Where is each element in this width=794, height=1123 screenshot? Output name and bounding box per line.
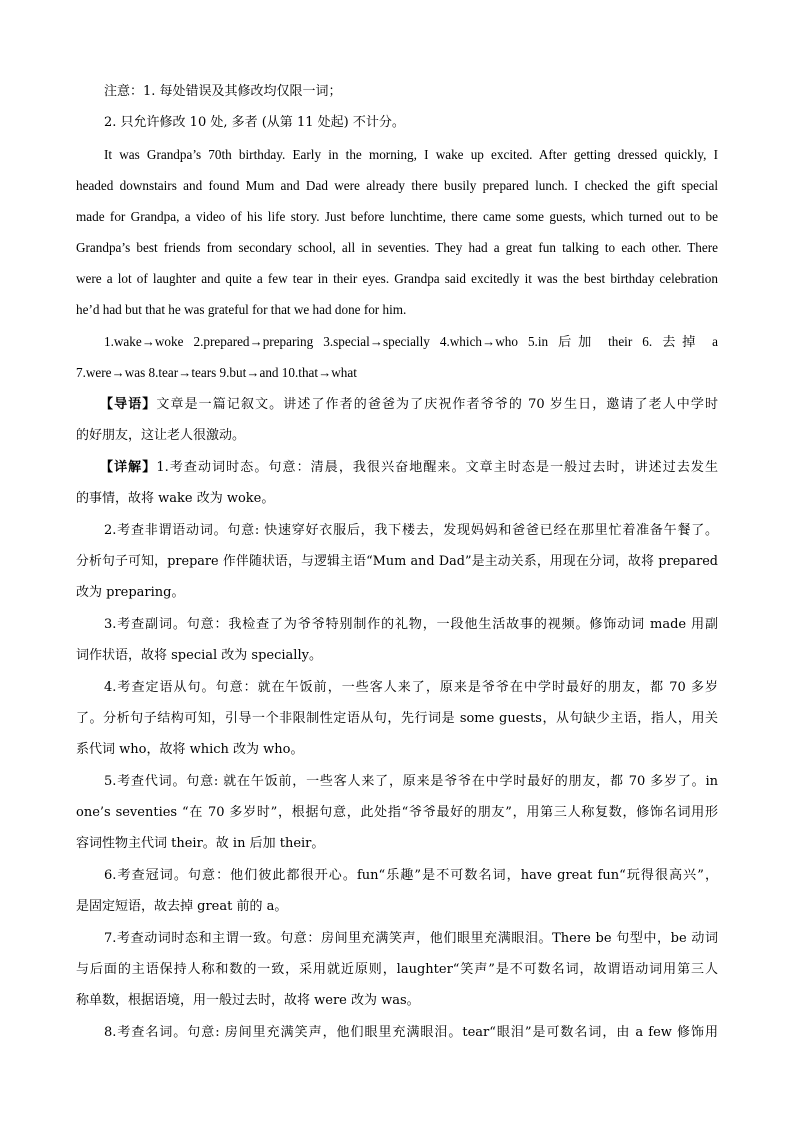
detail-text: 1.考查动词时态。句意：清晨，我很兴奋地醒来。文章主时态是一般过去时，讲述过去发生	[156, 460, 718, 475]
answer-line-1: 1.wake→woke 2.prepared→preparing 3.special→specially 4.which→who 5.in 后加 their 6. 去掉 a	[104, 334, 718, 349]
detail-line: 词作状语，故将 special 改为 specially。	[76, 648, 322, 663]
guide-line-1	[100, 395, 718, 415]
detail-line: 7.考查动词时态和主谓一致。句意：房间里充满笑声，他们眼里充满眼泪。There be 句型中，be 动词	[104, 931, 718, 946]
detail-tag: 【详解】	[100, 460, 157, 475]
detail-line: 6.考查冠词。句意：他们彼此都很开心。fun“乐趣”是不可数名词，have great fun“玩得很高兴”，	[104, 868, 718, 883]
detail-line: 8.考查名词。句意: 房间里充满笑声，他们眼里充满眼泪。tear“眼泪”是可数名词，由 a few 修饰用	[104, 1025, 718, 1040]
detail-line: 与后面的主语保持人称和数的一致，采用就近原则，laughter“笑声”是不可数名词，故谓语动词用第三人	[76, 962, 718, 977]
detail-line: 分析句子可知，prepare 作伴随状语，与逻辑主语“Mum and Dad”是主动关系，用现在分词，故将 prepared	[76, 554, 718, 569]
passage-line: Grandpa’s best friends from secondary school, all in seventies. They had a great fun talking to each other. There	[76, 240, 718, 255]
detail-line: 称单数，根据语境，用一般过去时，故将 were 改为 was。	[76, 993, 420, 1008]
detail-line: 5.考查代词。句意: 就在午饭前，一些客人来了，原来是爷爷在中学时最好的朋友，都 70 多岁了。in	[104, 774, 718, 789]
note-line-2: 2. 只允许修改 10 处, 多者 (从第 11 处起) 不计分。	[104, 115, 405, 130]
detail-line: 系代词 who，故将 which 改为 who。	[76, 742, 304, 757]
guide-tag: 【导语】	[100, 397, 157, 412]
guide-text: 文章是一篇记叙文。讲述了作者的爸爸为了庆祝作者爷爷的 70 岁生日，邀请了老人中学时	[156, 397, 718, 412]
detail-line: 了。分析句子结构可知，引导一个非限制性定语从句，先行词是 some guests，从句缺少主语，指人，用关	[76, 711, 718, 726]
detail-line: 2.考查非谓语动词。句意: 快速穿好衣服后，我下楼去，发现妈妈和爸爸已经在那里忙着准备午餐了。	[104, 523, 718, 538]
detail-line-1	[100, 458, 718, 478]
passage-line: were a lot of laughter and quite a few tear in their eyes. Grandpa said excitedly it was the best birthday celebration	[76, 271, 718, 286]
detail-line: 是固定短语，故去掉 great 前的 a。	[76, 899, 288, 914]
detail-line: 4.考查定语从句。句意：就在午饭前，一些客人来了，原来是爷爷在中学时最好的朋友，都 70 多岁	[104, 680, 718, 695]
answer-line-2: 7.were→was 8.tear→tears 9.but→and 10.that→what	[76, 365, 357, 380]
passage-line: he’d had but that he was grateful for that we had done for him.	[76, 302, 407, 317]
passage-line: It was Grandpa’s 70th birthday. Early in the morning, I wake up excited. After getting dressed quickly, I	[104, 147, 718, 162]
passage-line: made for Grandpa, a video of his life story. Just before lunchtime, there came some guests, which turned out to be	[76, 209, 718, 224]
detail-line: 容词性物主代词 their。故 in 后加 their。	[76, 836, 325, 851]
detail-line: 改为 preparing。	[76, 585, 185, 600]
detail-line: 3.考查副词。句意：我检查了为爷爷特别制作的礼物，一段他生活故事的视频。修饰动词 made 用副	[104, 617, 718, 632]
guide-line-2: 的好朋友，这让老人很激动。	[76, 428, 246, 443]
detail-line: one’s seventies “在 70 多岁时”，根据句意，此处指“爷爷最好的朋友”，用第三人称复数，修饰名词用形	[76, 805, 718, 820]
passage-line: headed downstairs and found Mum and Dad were already there busily prepared lunch. I checked the gift special	[76, 178, 718, 193]
detail-line: 的事情，故将 wake 改为 woke。	[76, 491, 275, 506]
note-line-1: 注意：1. 每处错误及其修改均仅限一词；	[104, 84, 342, 99]
